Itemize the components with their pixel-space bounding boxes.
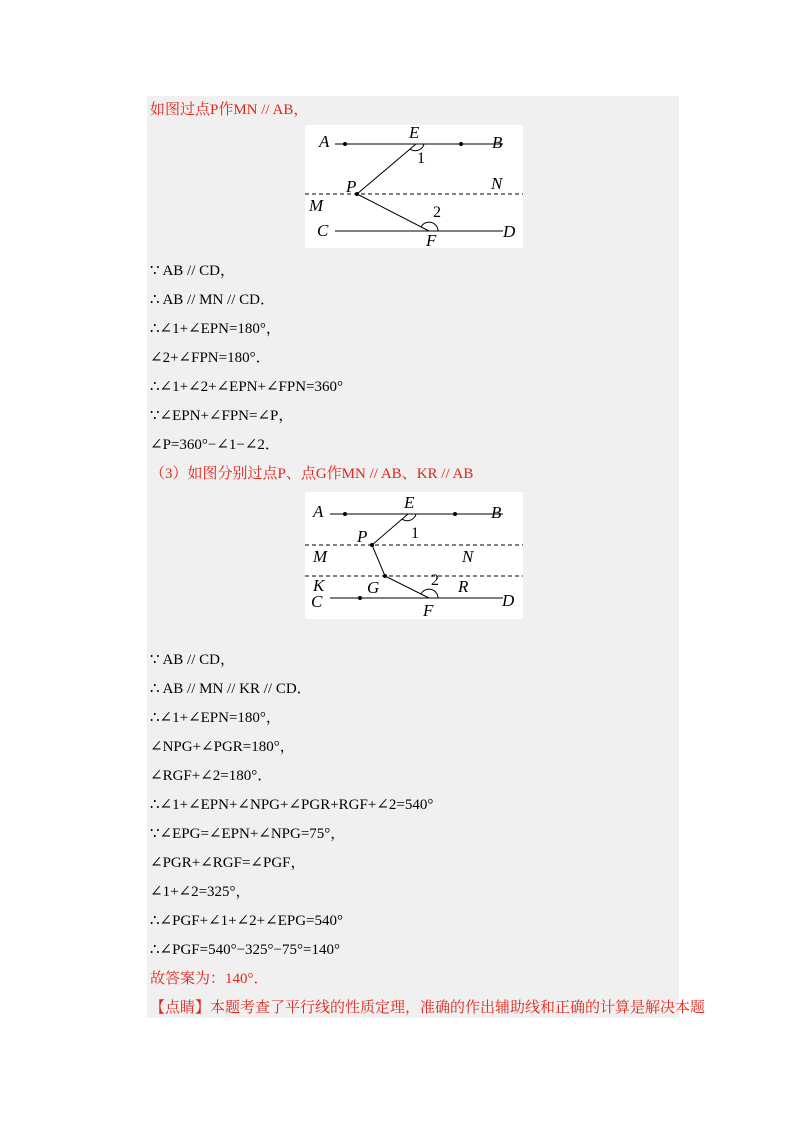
label-f: F: [426, 231, 437, 248]
figure-1: [305, 125, 523, 248]
label-1: 1: [411, 525, 419, 542]
point-a-dot: [343, 142, 347, 146]
block2-line-3: ∴∠1+∠EPN=180°，: [150, 710, 281, 726]
block1-line-3: ∴∠1+∠EPN=180°，: [150, 321, 281, 337]
label-a: A: [319, 132, 330, 151]
segment-pg: [372, 545, 385, 576]
label-m: M: [313, 547, 328, 566]
label-a: A: [313, 502, 324, 521]
label-p: P: [357, 527, 368, 546]
label-b: B: [492, 133, 503, 152]
label-k: K: [313, 576, 325, 595]
block2-line-10: ∴∠PGF+∠1+∠2+∠EPG=540°: [150, 913, 344, 929]
label-e: E: [409, 125, 420, 142]
block2-line-5: ∠RGF+∠2=180°．: [150, 768, 273, 784]
label-2: 2: [433, 204, 441, 221]
label-p: P: [346, 177, 357, 196]
block1-line-2: ∴ AB // MN // CD．: [150, 292, 275, 308]
label-m: M: [309, 196, 324, 215]
point-b-dot: [459, 142, 463, 146]
block1-line-7: ∠P=360°−∠1−∠2．: [150, 437, 280, 453]
label-g: G: [367, 578, 380, 597]
label-d: D: [503, 222, 516, 241]
label-2: 2: [431, 572, 439, 589]
intro-line: 如图过点P作MN // AB，: [150, 102, 309, 118]
segment-pe: [372, 514, 408, 545]
figure-2-diagram: [305, 492, 523, 619]
comment-line: 【点睛】本题考查了平行线的性质定理，准确的作出辅助线和正确的计算是解决本题: [150, 1000, 706, 1016]
segment-pe: [357, 144, 416, 194]
point-g-dot: [383, 574, 387, 578]
label-b: B: [491, 503, 502, 522]
angle-2-arc: [421, 589, 438, 598]
figure-2: [305, 492, 523, 619]
angle-2-arc: [421, 222, 438, 231]
point-b-dot: [453, 512, 457, 516]
block1-line-1: ∵ AB // CD，: [150, 263, 235, 279]
label-n: N: [491, 174, 503, 193]
block2-line-2: ∴ AB // MN // KR // CD．: [150, 681, 312, 697]
block2-line-7: ∵∠EPG=∠EPN+∠NPG=75°，: [150, 826, 346, 842]
label-n: N: [462, 547, 474, 566]
point-a-dot: [343, 512, 347, 516]
segment-pf: [357, 194, 429, 231]
label-f: F: [423, 601, 434, 619]
part3-heading: （3）如图分别过点P、点G作MN // AB、KR // AB: [150, 466, 474, 482]
block2-line-4: ∠NPG+∠PGR=180°，: [150, 739, 295, 755]
point-c-dot: [358, 596, 362, 600]
block2-line-11: ∴∠PGF=540°−325°−75°=140°: [150, 942, 340, 958]
label-d: D: [502, 591, 515, 610]
block2-line-8: ∠PGR+∠RGF=∠PGF，: [150, 855, 306, 871]
label-1: 1: [417, 150, 425, 167]
block1-line-4: ∠2+∠FPN=180°．: [150, 350, 271, 366]
figure-1-diagram: [305, 125, 523, 248]
block1-line-5: ∴∠1+∠2+∠EPN+∠FPN=360°: [150, 379, 344, 395]
block2-line-9: ∠1+∠2=325°，: [150, 884, 251, 900]
answer-line: 故答案为：140°．: [150, 971, 269, 987]
block2-line-1: ∵ AB // CD，: [150, 652, 235, 668]
block2-line-6: ∴∠1+∠EPN+∠NPG+∠PGR+RGF+∠2=540°: [150, 797, 434, 813]
label-c: C: [311, 592, 323, 611]
label-e: E: [404, 493, 415, 512]
block1-line-6: ∵∠EPN+∠FPN=∠P，: [150, 408, 294, 424]
segment-gf: [385, 576, 429, 598]
point-p-dot: [370, 543, 374, 547]
label-r: R: [458, 577, 469, 596]
label-c: C: [317, 221, 329, 240]
